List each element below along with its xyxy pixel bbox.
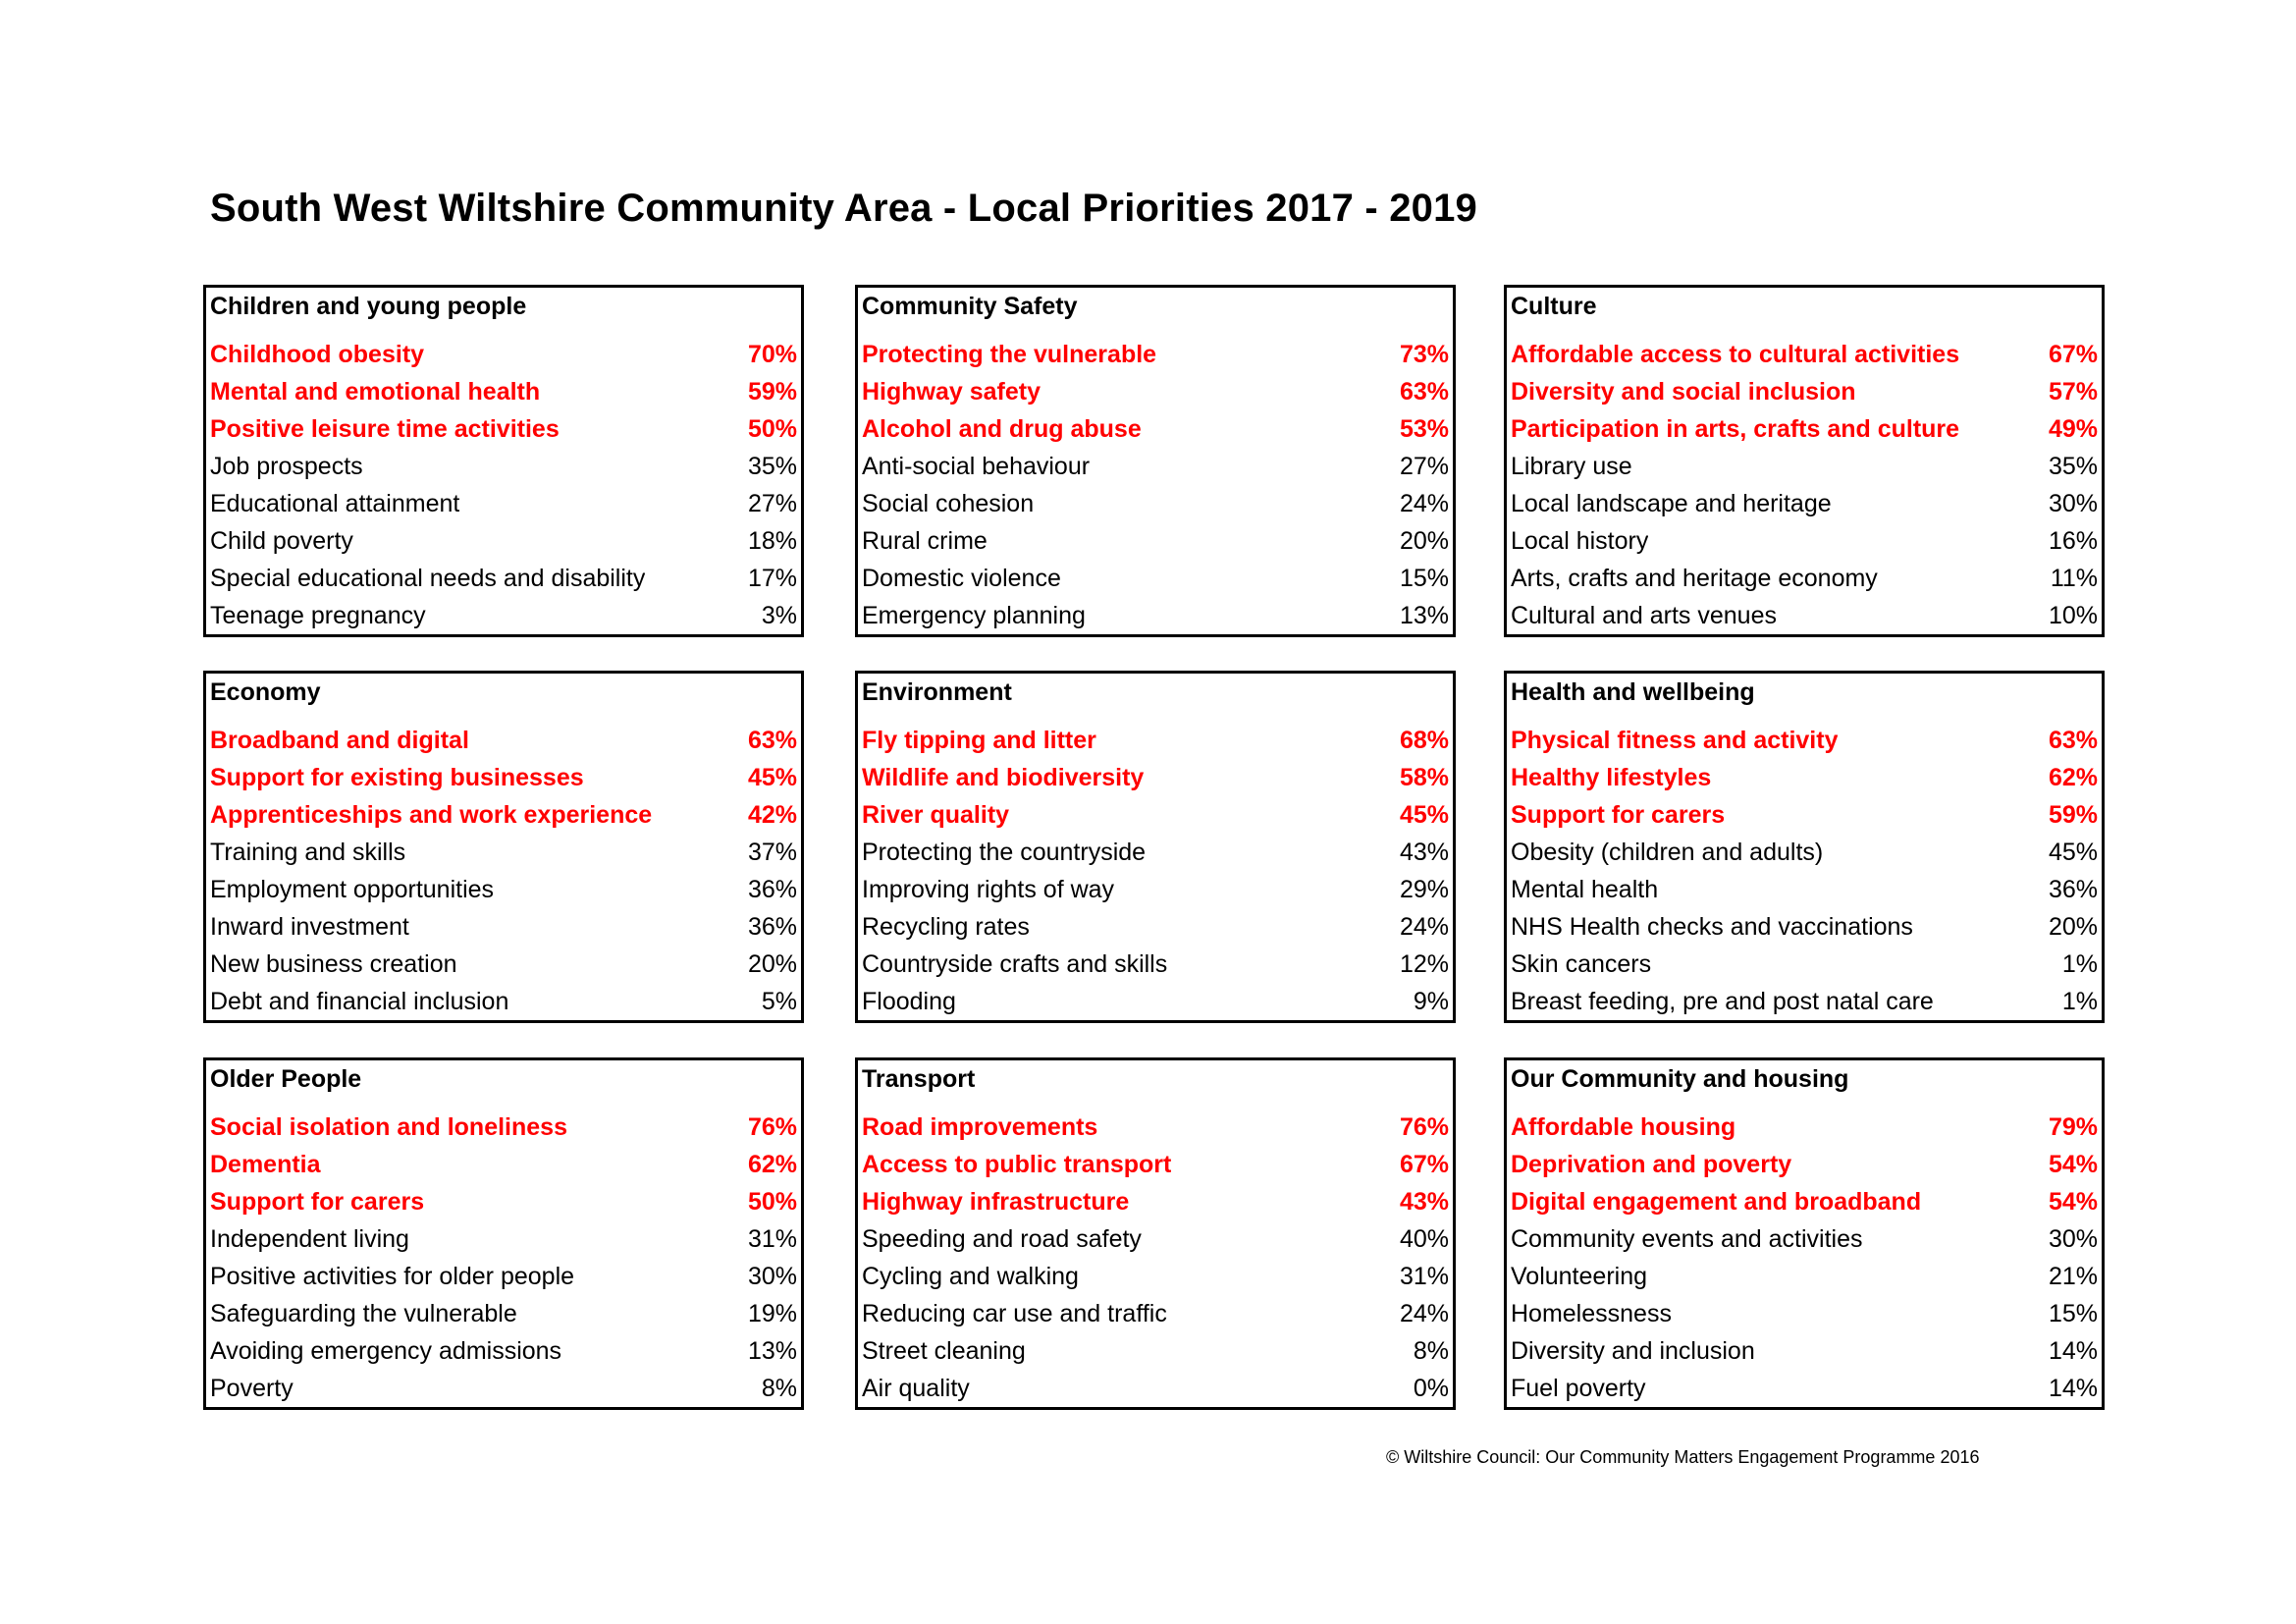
- priority-label: Independent living: [210, 1225, 409, 1253]
- priority-percentage: 62%: [2048, 764, 2098, 791]
- priority-row: [1507, 522, 2102, 560]
- priority-percentage: 15%: [2048, 1300, 2098, 1327]
- priority-percentage: 20%: [1399, 527, 1449, 555]
- priority-label: Protecting the countryside: [862, 839, 1147, 866]
- priority-panel: [855, 671, 1456, 1023]
- priority-panel: [1504, 671, 2105, 1023]
- priority-row: [206, 983, 801, 1020]
- priority-row-top: [858, 1109, 1453, 1146]
- priority-label: Protecting the vulnerable: [862, 341, 1157, 368]
- priority-row: [206, 834, 801, 871]
- priority-row-top: [858, 336, 1453, 373]
- priority-percentage: 30%: [2048, 1225, 2098, 1253]
- panel-heading: Transport: [862, 1065, 976, 1093]
- priority-row: [1507, 908, 2102, 946]
- panel-spacer: [1507, 1098, 2102, 1109]
- priority-row: [1507, 1258, 2102, 1295]
- priority-row: [858, 983, 1453, 1020]
- priority-row: [858, 1295, 1453, 1332]
- priority-label: Obesity (children and adults): [1511, 839, 1824, 866]
- priority-label: Homelessness: [1511, 1300, 1672, 1327]
- priority-percentage: 11%: [2050, 565, 2098, 592]
- priority-percentage: 63%: [1399, 378, 1449, 406]
- priority-label: NHS Health checks and vaccinations: [1511, 913, 1913, 941]
- priority-row: [858, 1332, 1453, 1370]
- priority-row: [206, 1332, 801, 1370]
- panel-spacer: [1507, 711, 2102, 722]
- priority-label: Debt and financial inclusion: [210, 988, 509, 1015]
- priority-percentage: 31%: [747, 1225, 797, 1253]
- priority-label: Diversity and social inclusion: [1511, 378, 1856, 406]
- priority-percentage: 3%: [761, 602, 797, 629]
- panel-heading: Our Community and housing: [1511, 1065, 1849, 1093]
- priority-row: [1507, 1220, 2102, 1258]
- priority-row-top: [858, 1146, 1453, 1183]
- priority-percentage: 76%: [747, 1113, 797, 1141]
- priority-row: [206, 522, 801, 560]
- priority-row-top: [858, 722, 1453, 759]
- priority-panel: [203, 285, 804, 637]
- priority-label: Safeguarding the vulnerable: [210, 1300, 517, 1327]
- priority-row: [206, 1220, 801, 1258]
- priority-percentage: 29%: [1399, 876, 1449, 903]
- priority-label: Special educational needs and disability: [210, 565, 646, 592]
- priority-row: [206, 485, 801, 522]
- priority-row-top: [858, 410, 1453, 448]
- priority-label: Broadband and digital: [210, 727, 469, 754]
- priority-row: [206, 908, 801, 946]
- priority-percentage: 31%: [1399, 1263, 1449, 1290]
- priority-label: Highway infrastructure: [862, 1188, 1130, 1216]
- priority-label: Alcohol and drug abuse: [862, 415, 1142, 443]
- priority-percentage: 49%: [2048, 415, 2098, 443]
- priority-row-top: [206, 722, 801, 759]
- priority-label: Countryside crafts and skills: [862, 950, 1168, 978]
- panel-heading: Older People: [210, 1065, 362, 1093]
- panel-spacer: [1507, 325, 2102, 336]
- priority-row-top: [858, 1183, 1453, 1220]
- priority-row-top: [1507, 1146, 2102, 1183]
- priority-label: Air quality: [862, 1375, 970, 1402]
- priority-label: Support for existing businesses: [210, 764, 584, 791]
- priority-label: Positive activities for older people: [210, 1263, 575, 1290]
- priority-percentage: 35%: [747, 453, 797, 480]
- priority-panel: [855, 285, 1456, 637]
- priority-label: Anti-social behaviour: [862, 453, 1091, 480]
- panel-spacer: [206, 325, 801, 336]
- priority-row: [206, 1370, 801, 1407]
- panel-spacer: [206, 1098, 801, 1109]
- priority-label: Positive leisure time activities: [210, 415, 560, 443]
- priority-row: [206, 946, 801, 983]
- priority-percentage: 45%: [1399, 801, 1449, 829]
- priority-percentage: 24%: [1399, 490, 1449, 517]
- priority-label: Affordable housing: [1511, 1113, 1736, 1141]
- panel-heading: Economy: [210, 678, 321, 706]
- priority-percentage: 27%: [747, 490, 797, 517]
- priority-row-top: [1507, 336, 2102, 373]
- priority-percentage: 63%: [747, 727, 797, 754]
- priority-label: Mental and emotional health: [210, 378, 541, 406]
- priority-percentage: 30%: [2048, 490, 2098, 517]
- priority-label: Apprenticeships and work experience: [210, 801, 653, 829]
- priority-row: [1507, 1332, 2102, 1370]
- priority-row: [858, 1370, 1453, 1407]
- priority-label: Breast feeding, pre and post natal care: [1511, 988, 1934, 1015]
- priority-row: [206, 1258, 801, 1295]
- panel-spacer: [858, 1098, 1453, 1109]
- priority-percentage: 36%: [747, 913, 797, 941]
- priority-percentage: 76%: [1399, 1113, 1449, 1141]
- priority-panel: [203, 1057, 804, 1410]
- priority-label: Social isolation and loneliness: [210, 1113, 567, 1141]
- priority-row: [1507, 946, 2102, 983]
- priority-percentage: 58%: [1399, 764, 1449, 791]
- priority-row: [858, 485, 1453, 522]
- priority-percentage: 43%: [1399, 1188, 1449, 1216]
- priority-label: Job prospects: [210, 453, 363, 480]
- panel-heading: Environment: [862, 678, 1012, 706]
- priority-row-top: [206, 410, 801, 448]
- priority-label: Participation in arts, crafts and culture: [1511, 415, 1960, 443]
- priority-label: Dementia: [210, 1151, 321, 1178]
- priority-label: Wildlife and biodiversity: [862, 764, 1145, 791]
- priority-percentage: 14%: [2048, 1337, 2098, 1365]
- priority-percentage: 27%: [1399, 453, 1449, 480]
- priority-label: River quality: [862, 801, 1010, 829]
- priority-percentage: 1%: [2061, 988, 2098, 1015]
- priority-label: Emergency planning: [862, 602, 1086, 629]
- priority-percentage: 57%: [2048, 378, 2098, 406]
- priority-label: Community events and activities: [1511, 1225, 1863, 1253]
- priority-label: Healthy lifestyles: [1511, 764, 1712, 791]
- priority-row-top: [1507, 1109, 2102, 1146]
- priority-label: Mental health: [1511, 876, 1659, 903]
- priority-row: [858, 522, 1453, 560]
- priority-row: [1507, 560, 2102, 597]
- priority-label: Deprivation and poverty: [1511, 1151, 1792, 1178]
- priority-label: Street cleaning: [862, 1337, 1026, 1365]
- priority-percentage: 30%: [747, 1263, 797, 1290]
- copyright-footer: © Wiltshire Council: Our Community Matters Engagement Programme 2016: [1386, 1447, 1980, 1467]
- priority-percentage: 54%: [2048, 1188, 2098, 1216]
- priority-percentage: 15%: [1399, 565, 1449, 592]
- priority-label: Child poverty: [210, 527, 353, 555]
- priority-percentage: 79%: [2048, 1113, 2098, 1141]
- priority-percentage: 73%: [1399, 341, 1449, 368]
- priority-panel: [855, 1057, 1456, 1410]
- panel-heading: Culture: [1511, 293, 1597, 320]
- priority-row-top: [206, 1109, 801, 1146]
- priority-label: Reducing car use and traffic: [862, 1300, 1167, 1327]
- priority-row-top: [206, 1183, 801, 1220]
- priority-percentage: 13%: [1399, 602, 1449, 629]
- priority-label: Support for carers: [1511, 801, 1726, 829]
- priority-row: [206, 448, 801, 485]
- priority-percentage: 35%: [2048, 453, 2098, 480]
- priority-percentage: 59%: [2048, 801, 2098, 829]
- priority-percentage: 0%: [1413, 1375, 1449, 1402]
- priority-label: Cycling and walking: [862, 1263, 1079, 1290]
- priority-percentage: 19%: [747, 1300, 797, 1327]
- priority-row: [1507, 485, 2102, 522]
- priority-row: [206, 597, 801, 634]
- priority-label: Teenage pregnancy: [210, 602, 426, 629]
- priority-row-top: [1507, 1183, 2102, 1220]
- priority-percentage: 37%: [747, 839, 797, 866]
- page-title: South West Wiltshire Community Area - Local Priorities 2017 - 2019: [210, 187, 1477, 230]
- priority-label: Skin cancers: [1511, 950, 1652, 978]
- priority-row-top: [1507, 410, 2102, 448]
- priority-percentage: 10%: [2048, 602, 2098, 629]
- priority-row: [1507, 871, 2102, 908]
- priority-label: New business creation: [210, 950, 457, 978]
- priority-row: [858, 448, 1453, 485]
- priority-label: Avoiding emergency admissions: [210, 1337, 562, 1365]
- priority-percentage: 8%: [1413, 1337, 1449, 1365]
- priority-percentage: 70%: [747, 341, 797, 368]
- priority-row-top: [1507, 796, 2102, 834]
- priority-row: [206, 1295, 801, 1332]
- priority-percentage: 12%: [1399, 950, 1449, 978]
- priority-row: [858, 1220, 1453, 1258]
- priority-row-top: [206, 796, 801, 834]
- priority-label: Social cohesion: [862, 490, 1035, 517]
- priority-row: [858, 1258, 1453, 1295]
- priority-percentage: 16%: [2048, 527, 2098, 555]
- priority-row: [1507, 1370, 2102, 1407]
- priority-label: Fly tipping and litter: [862, 727, 1096, 754]
- priority-label: Inward investment: [210, 913, 409, 941]
- priority-label: Highway safety: [862, 378, 1041, 406]
- priority-label: Recycling rates: [862, 913, 1030, 941]
- priority-percentage: 54%: [2048, 1151, 2098, 1178]
- priority-row: [858, 871, 1453, 908]
- panel-spacer: [858, 711, 1453, 722]
- priority-row-top: [1507, 373, 2102, 410]
- priority-row: [206, 871, 801, 908]
- priority-row-top: [206, 336, 801, 373]
- priority-percentage: 36%: [747, 876, 797, 903]
- priority-label: Cultural and arts venues: [1511, 602, 1777, 629]
- priority-percentage: 67%: [2048, 341, 2098, 368]
- priority-label: Diversity and inclusion: [1511, 1337, 1755, 1365]
- priority-label: Digital engagement and broadband: [1511, 1188, 1922, 1216]
- priority-row-top: [858, 796, 1453, 834]
- priority-panel: [1504, 285, 2105, 637]
- priority-label: Educational attainment: [210, 490, 460, 517]
- priority-row-top: [1507, 759, 2102, 796]
- panel-spacer: [206, 711, 801, 722]
- priority-row: [206, 560, 801, 597]
- priority-percentage: 36%: [2048, 876, 2098, 903]
- priority-percentage: 17%: [747, 565, 797, 592]
- priority-label: Arts, crafts and heritage economy: [1511, 565, 1878, 592]
- priority-label: Flooding: [862, 988, 956, 1015]
- priority-row: [1507, 983, 2102, 1020]
- priority-label: Employment opportunities: [210, 876, 495, 903]
- priority-percentage: 53%: [1399, 415, 1449, 443]
- priority-row: [858, 834, 1453, 871]
- priority-percentage: 13%: [747, 1337, 797, 1365]
- panel-heading: Community Safety: [862, 293, 1078, 320]
- priority-percentage: 62%: [747, 1151, 797, 1178]
- priority-label: Support for carers: [210, 1188, 425, 1216]
- priority-label: Poverty: [210, 1375, 294, 1402]
- priority-panel: [1504, 1057, 2105, 1410]
- priority-percentage: 63%: [2048, 727, 2098, 754]
- priority-label: Childhood obesity: [210, 341, 425, 368]
- priority-label: Speeding and road safety: [862, 1225, 1142, 1253]
- priority-percentage: 24%: [1399, 913, 1449, 941]
- priority-row: [1507, 448, 2102, 485]
- priority-percentage: 45%: [2048, 839, 2098, 866]
- priority-label: Improving rights of way: [862, 876, 1115, 903]
- priority-panel: [203, 671, 804, 1023]
- priority-row: [858, 946, 1453, 983]
- priority-row: [858, 908, 1453, 946]
- panel-heading: Children and young people: [210, 293, 527, 320]
- priority-percentage: 45%: [747, 764, 797, 791]
- priority-row-top: [858, 373, 1453, 410]
- priority-row: [1507, 834, 2102, 871]
- priority-label: Local landscape and heritage: [1511, 490, 1832, 517]
- priority-percentage: 42%: [747, 801, 797, 829]
- priority-label: Volunteering: [1511, 1263, 1648, 1290]
- priority-percentage: 20%: [747, 950, 797, 978]
- panel-spacer: [858, 325, 1453, 336]
- priority-label: Affordable access to cultural activities: [1511, 341, 1960, 368]
- priority-percentage: 18%: [747, 527, 797, 555]
- priority-percentage: 50%: [747, 415, 797, 443]
- priority-label: Access to public transport: [862, 1151, 1172, 1178]
- priority-row: [858, 560, 1453, 597]
- priority-percentage: 1%: [2061, 950, 2098, 978]
- priority-label: Domestic violence: [862, 565, 1061, 592]
- priority-percentage: 9%: [1413, 988, 1449, 1015]
- priority-row-top: [1507, 722, 2102, 759]
- priority-percentage: 8%: [761, 1375, 797, 1402]
- priority-percentage: 40%: [1399, 1225, 1449, 1253]
- priority-row-top: [206, 759, 801, 796]
- priority-label: Fuel poverty: [1511, 1375, 1646, 1402]
- panel-heading: Health and wellbeing: [1511, 678, 1755, 706]
- priority-percentage: 43%: [1399, 839, 1449, 866]
- priority-label: Training and skills: [210, 839, 406, 866]
- priority-row-top: [206, 1146, 801, 1183]
- priority-row: [858, 597, 1453, 634]
- priority-label: Library use: [1511, 453, 1632, 480]
- priority-row: [1507, 597, 2102, 634]
- priority-label: Rural crime: [862, 527, 988, 555]
- priority-percentage: 14%: [2048, 1375, 2098, 1402]
- priority-percentage: 50%: [747, 1188, 797, 1216]
- priority-percentage: 59%: [747, 378, 797, 406]
- priority-percentage: 21%: [2048, 1263, 2098, 1290]
- priority-label: Local history: [1511, 527, 1649, 555]
- priority-percentage: 5%: [761, 988, 797, 1015]
- priority-percentage: 24%: [1399, 1300, 1449, 1327]
- priority-label: Road improvements: [862, 1113, 1098, 1141]
- priority-row: [1507, 1295, 2102, 1332]
- priority-percentage: 20%: [2048, 913, 2098, 941]
- priority-percentage: 68%: [1399, 727, 1449, 754]
- priority-label: Physical fitness and activity: [1511, 727, 1839, 754]
- priority-row-top: [858, 759, 1453, 796]
- priority-percentage: 67%: [1399, 1151, 1449, 1178]
- priority-row-top: [206, 373, 801, 410]
